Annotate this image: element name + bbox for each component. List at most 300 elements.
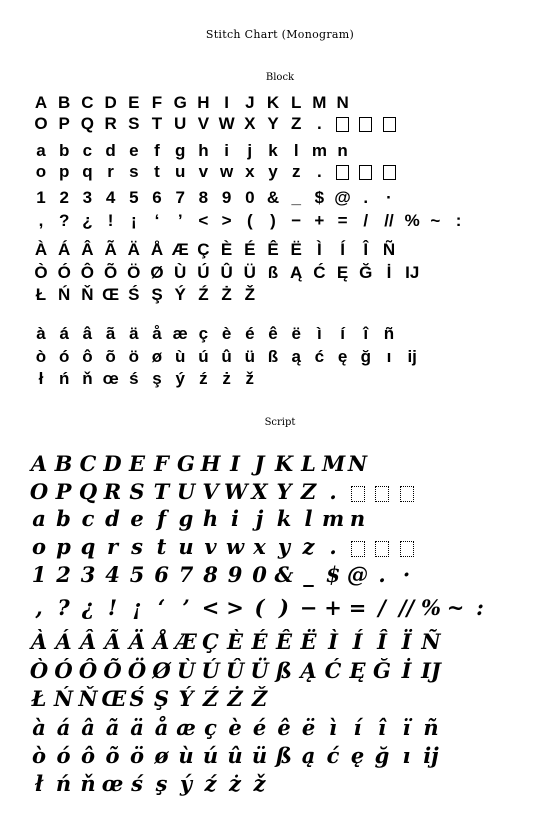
script-glyph: R — [103, 479, 122, 504]
script-glyph: Ą — [300, 658, 317, 683]
script-glyph: = — [348, 595, 367, 620]
block-glyph: ž — [245, 369, 255, 388]
empty-box-icon — [355, 161, 377, 183]
script-glyph: & — [274, 562, 294, 587]
block-glyph: ö — [128, 347, 139, 366]
script-glyph: X — [251, 479, 268, 504]
block-glyph: m — [311, 141, 327, 160]
block-glyph: Û — [220, 263, 233, 282]
block-glyph: İ — [386, 263, 392, 282]
block-glyph: @ — [334, 188, 351, 207]
block-glyph: p — [58, 162, 70, 181]
block-glyph: L — [290, 93, 302, 112]
block-glyph: . — [317, 162, 322, 181]
script-glyph: B — [54, 451, 73, 476]
script-glyph: Ó — [54, 658, 73, 683]
script-glyph: ź — [204, 771, 217, 796]
script-glyph: z — [302, 534, 315, 559]
square-box-icon — [359, 165, 372, 180]
block-glyph: X — [244, 114, 256, 133]
script-glyph: Œ — [101, 686, 127, 711]
block-glyph: U — [174, 114, 187, 133]
block-glyph: ć — [314, 347, 325, 366]
script-glyph: ! — [107, 595, 118, 620]
script-glyph: P — [55, 479, 72, 504]
block-glyph: Ê — [267, 240, 279, 259]
script-glyph: æ — [176, 715, 196, 740]
script-glyph: ‘ — [157, 595, 166, 620]
block-glyph: N — [336, 93, 349, 112]
script-glyph: ý — [179, 771, 193, 796]
script-glyph: Ğ — [373, 658, 391, 683]
script-glyph: < — [201, 595, 220, 620]
block-glyph: ş — [152, 369, 162, 388]
script-glyph: ) — [279, 595, 289, 620]
block-glyph: Ł — [35, 285, 47, 304]
script-glyph: g — [178, 506, 194, 531]
block-glyph: x — [245, 162, 255, 181]
script-glyph: p — [56, 534, 71, 559]
block-glyph: Ý — [174, 285, 186, 304]
script-glyph: ã — [105, 715, 120, 740]
script-glyph: Ý — [178, 686, 194, 711]
script-glyph: Ù — [176, 658, 196, 683]
script-glyph: İ — [401, 658, 412, 683]
block-glyph: 7 — [175, 188, 185, 207]
script-glyph: W — [224, 479, 248, 504]
script-glyph: Ň — [78, 686, 98, 711]
script-glyph: . — [378, 562, 386, 587]
empty-box-icon — [378, 161, 400, 183]
block-glyph: à — [36, 324, 46, 343]
block-glyph: ¡ — [130, 211, 137, 230]
block-glyph: k — [268, 141, 278, 160]
block-glyph: Ć — [313, 263, 326, 282]
script-glyph: q — [80, 534, 96, 559]
block-glyph: Õ — [103, 263, 118, 282]
script-glyph: w — [225, 534, 245, 559]
script-glyph: Ż — [227, 686, 243, 711]
script-glyph: j — [255, 506, 264, 531]
block-glyph: ś — [129, 369, 139, 388]
block-glyph: Ź — [198, 285, 209, 304]
block-glyph: y — [268, 162, 278, 181]
block-glyph: S — [128, 114, 140, 133]
block-glyph: Ż — [221, 285, 232, 304]
script-glyph: T — [153, 479, 170, 504]
block-glyph: 1 — [36, 188, 46, 207]
block-glyph: ź — [199, 369, 208, 388]
block-glyph: ä — [129, 324, 139, 343]
block-glyph: ą — [291, 347, 301, 366]
block-glyph: c — [82, 141, 93, 160]
block-glyph: 5 — [129, 188, 139, 207]
script-glyph: I — [230, 451, 240, 476]
script-glyph: ë — [301, 715, 316, 740]
block-glyph: Ę — [336, 263, 349, 282]
script-glyph: ğ — [374, 743, 390, 768]
square-box-icon — [383, 117, 396, 132]
block-glyph: h — [198, 141, 209, 160]
block-glyph: ł — [38, 369, 44, 388]
script-glyph: Ç — [202, 629, 219, 654]
block-glyph: ż — [222, 369, 231, 388]
block-glyph: ň — [82, 369, 93, 388]
script-glyph: $ — [325, 562, 341, 587]
block-glyph: V — [197, 114, 210, 133]
script-glyph: Æ — [175, 629, 197, 654]
script-glyph: 0 — [252, 562, 267, 587]
script-glyph: Ł — [31, 686, 47, 711]
block-glyph: F — [151, 93, 163, 112]
script-glyph: 7 — [178, 562, 194, 587]
script-glyph: A — [30, 451, 48, 476]
block-glyph: ’ — [177, 211, 183, 230]
block-glyph: . — [363, 188, 369, 207]
script-glyph: . — [329, 479, 337, 504]
script-glyph: 6 — [154, 562, 169, 587]
script-glyph: ì — [329, 715, 337, 740]
square-box-icon — [336, 117, 349, 132]
block-glyph: ù — [174, 347, 186, 366]
script-glyph: ż — [229, 771, 241, 796]
script-glyph: Â — [79, 629, 97, 654]
script-glyph: Ë — [300, 629, 317, 654]
block-glyph: I — [224, 93, 229, 112]
script-glyph: K — [274, 451, 294, 476]
square-box-icon — [375, 541, 389, 557]
block-glyph: ß — [267, 347, 279, 366]
script-glyph: ß — [276, 658, 292, 683]
block-glyph: u — [174, 162, 186, 181]
block-glyph: Ô — [80, 263, 94, 282]
script-glyph: Ä — [128, 629, 146, 654]
block-glyph: + — [314, 211, 325, 230]
script-glyph: Ö — [127, 658, 147, 683]
block-glyph: e — [129, 141, 139, 160]
script-glyph: ô — [80, 743, 95, 768]
block-glyph: ę — [337, 347, 348, 366]
script-glyph: G — [177, 451, 195, 476]
script-glyph: ? — [57, 595, 70, 620]
script-glyph: ( — [254, 595, 265, 620]
script-glyph: 8 — [203, 562, 218, 587]
script-glyph: õ — [105, 743, 120, 768]
block-glyph: v — [198, 162, 209, 181]
script-glyph: _ — [303, 562, 314, 587]
block-glyph: C — [81, 93, 94, 112]
script-glyph: n — [349, 506, 366, 531]
script-glyph: + — [324, 595, 342, 620]
script-glyph: · — [402, 562, 411, 587]
script-glyph: ć — [326, 743, 340, 768]
script-glyph: ø — [154, 743, 169, 768]
block-glyph: 6 — [152, 188, 162, 207]
block-glyph: O — [34, 114, 48, 133]
script-glyph: 1 — [31, 562, 47, 587]
block-glyph: Ó — [57, 263, 71, 282]
script-glyph: E — [128, 451, 145, 476]
block-glyph: ß — [267, 263, 279, 282]
empty-box-icon — [371, 480, 393, 504]
script-glyph: r — [106, 534, 119, 559]
block-glyph: ò — [35, 347, 47, 366]
script-glyph: Ã — [104, 629, 121, 654]
script-glyph: Y — [276, 479, 292, 504]
block-glyph: ý — [175, 369, 185, 388]
script-glyph: Q — [78, 479, 98, 504]
script-glyph: N — [347, 451, 368, 476]
block-glyph: æ — [172, 324, 188, 343]
script-glyph: ó — [56, 743, 71, 768]
script-glyph: Å — [153, 629, 170, 654]
block-glyph: r — [107, 162, 114, 181]
script-glyph: œ — [101, 771, 124, 796]
block-glyph: Q — [80, 114, 94, 133]
block-glyph: g — [174, 141, 186, 160]
empty-box-icon — [378, 113, 400, 135]
block-glyph: 8 — [198, 188, 209, 207]
square-box-icon — [359, 117, 372, 132]
block-glyph: Ş — [151, 285, 163, 304]
script-glyph: Ę — [349, 658, 366, 683]
script-glyph: Í — [352, 629, 363, 654]
script-glyph: à — [32, 715, 46, 740]
block-glyph: l — [293, 141, 299, 160]
script-glyph: ö — [129, 743, 144, 768]
block-glyph: í — [340, 324, 345, 343]
script-glyph: l — [304, 506, 313, 531]
block-glyph: : — [455, 211, 462, 230]
square-box-icon — [400, 541, 414, 557]
script-glyph: % — [421, 595, 441, 620]
block-glyph: Î — [363, 240, 369, 259]
script-glyph: @ — [347, 562, 368, 587]
script-glyph: h — [202, 506, 219, 531]
script-glyph: v — [204, 534, 217, 559]
script-glyph: s — [131, 534, 143, 559]
block-glyph: ú — [198, 347, 209, 366]
block-glyph: < — [198, 211, 209, 230]
block-glyph: ‘ — [154, 211, 160, 230]
square-box-icon — [375, 486, 389, 502]
script-glyph: Ì — [328, 629, 338, 654]
block-glyph: ô — [82, 347, 93, 366]
script-glyph: Î — [377, 629, 387, 654]
block-glyph: Ğ — [359, 263, 373, 282]
script-glyph: , — [35, 595, 43, 620]
block-glyph: ij — [407, 347, 417, 366]
empty-box-icon — [347, 535, 369, 559]
block-glyph: Ã — [104, 240, 117, 259]
block-glyph: , — [38, 211, 44, 230]
block-glyph: · — [386, 188, 392, 207]
block-glyph: Ç — [197, 240, 210, 259]
square-box-icon — [351, 486, 365, 502]
block-glyph: K — [266, 93, 280, 112]
block-glyph: ë — [291, 324, 301, 343]
block-glyph: Á — [58, 240, 71, 259]
script-glyph: / — [378, 595, 386, 620]
block-glyph: = — [337, 211, 348, 230]
block-section-label: Block — [265, 72, 295, 83]
script-glyph: c — [81, 506, 95, 531]
script-glyph: C — [79, 451, 97, 476]
block-glyph: Ň — [81, 285, 94, 304]
script-glyph: ú — [202, 743, 219, 768]
script-glyph: î — [378, 715, 386, 740]
empty-box-icon — [332, 113, 354, 135]
script-glyph: É — [251, 629, 268, 654]
block-glyph: Ą — [290, 263, 303, 282]
block-glyph: ¿ — [82, 211, 93, 230]
empty-box-icon — [396, 535, 418, 559]
block-glyph: ~ — [430, 211, 441, 230]
script-glyph: ę — [350, 743, 365, 768]
block-glyph: ê — [268, 324, 278, 343]
script-glyph: ä — [130, 715, 144, 740]
empty-box-icon — [355, 113, 377, 135]
block-glyph: É — [244, 240, 256, 259]
script-glyph: ù — [178, 743, 194, 768]
block-glyph: á — [59, 324, 69, 343]
script-glyph: Ş — [153, 686, 170, 711]
script-glyph: V — [202, 479, 219, 504]
script-glyph: è — [228, 715, 242, 740]
block-glyph: t — [154, 162, 160, 181]
block-glyph: H — [197, 93, 210, 112]
square-box-icon — [351, 541, 365, 557]
block-glyph: â — [82, 324, 93, 343]
block-glyph: R — [104, 114, 117, 133]
block-glyph: å — [152, 324, 162, 343]
block-glyph: 3 — [82, 188, 93, 207]
script-glyph: ň — [80, 771, 96, 796]
block-glyph: Å — [150, 240, 164, 259]
script-glyph: Ø — [152, 658, 171, 683]
script-glyph: ń — [55, 771, 72, 796]
block-glyph: a — [36, 141, 46, 160]
block-glyph: Â — [81, 240, 94, 259]
script-glyph: . — [329, 534, 337, 559]
block-glyph: Æ — [171, 240, 189, 259]
block-glyph: . — [317, 114, 322, 133]
block-glyph: È — [220, 240, 233, 259]
square-box-icon — [336, 165, 349, 180]
block-glyph: ã — [105, 324, 116, 343]
block-glyph: û — [221, 347, 232, 366]
script-glyph: Ź — [202, 686, 219, 711]
script-glyph: å — [154, 715, 169, 740]
block-glyph: j — [247, 141, 253, 160]
block-glyph: Ù — [174, 263, 187, 282]
block-glyph: IJ — [405, 263, 420, 282]
script-glyph: M — [322, 451, 346, 476]
script-glyph: − — [299, 595, 318, 620]
script-glyph: Õ — [103, 658, 122, 683]
block-glyph: D — [104, 93, 117, 112]
script-glyph: Z — [300, 479, 317, 504]
script-glyph: ~ — [446, 595, 465, 620]
block-glyph: Ä — [127, 240, 140, 259]
script-glyph: b — [56, 506, 71, 531]
script-glyph: ¡ — [132, 595, 142, 620]
script-glyph: ij — [423, 743, 439, 768]
block-glyph: % — [404, 211, 420, 230]
block-glyph: T — [151, 114, 163, 133]
block-glyph: Œ — [102, 285, 120, 304]
script-glyph: Ô — [78, 658, 98, 683]
block-glyph: ğ — [360, 347, 371, 366]
script-glyph: ı — [402, 743, 411, 768]
script-glyph: Ñ — [421, 629, 441, 654]
script-glyph: û — [227, 743, 243, 768]
script-glyph: 3 — [80, 562, 96, 587]
script-glyph: // — [398, 595, 415, 620]
empty-box-icon — [347, 480, 369, 504]
block-glyph: z — [291, 162, 301, 181]
block-glyph: // — [384, 211, 394, 230]
script-glyph: ’ — [182, 595, 190, 620]
block-glyph: ç — [198, 324, 209, 343]
block-glyph: Ñ — [382, 240, 396, 259]
script-glyph: S — [129, 479, 145, 504]
script-glyph: IJ — [421, 658, 441, 683]
block-glyph: d — [105, 141, 116, 160]
script-glyph: O — [29, 479, 49, 504]
block-glyph: & — [266, 188, 280, 207]
script-glyph: ò — [31, 743, 46, 768]
block-glyph: > — [221, 211, 232, 230]
script-glyph: ß — [276, 743, 292, 768]
script-glyph: ç — [204, 715, 217, 740]
block-glyph: ı — [386, 347, 392, 366]
block-glyph: ń — [58, 369, 70, 388]
block-glyph: o — [35, 162, 47, 181]
block-glyph: 4 — [105, 188, 116, 207]
script-glyph: m — [322, 506, 345, 531]
script-glyph: Ü — [250, 658, 269, 683]
script-glyph: ü — [251, 743, 268, 768]
script-glyph: Ò — [29, 658, 49, 683]
script-glyph: â — [81, 715, 95, 740]
empty-box-icon — [396, 480, 418, 504]
block-glyph: Ú — [197, 263, 210, 282]
block-glyph: E — [128, 93, 140, 112]
block-glyph: è — [221, 324, 232, 343]
script-glyph: t — [156, 534, 167, 559]
block-glyph: _ — [291, 188, 301, 207]
block-glyph: Ë — [290, 240, 302, 259]
script-glyph: ś — [131, 771, 143, 796]
block-glyph: s — [129, 162, 139, 181]
page-title: Stitch Chart (Monogram) — [205, 28, 355, 41]
block-glyph: 0 — [245, 188, 255, 207]
block-glyph: q — [82, 162, 93, 181]
script-glyph: Ê — [275, 629, 292, 654]
script-glyph: U — [176, 479, 196, 504]
script-glyph: u — [178, 534, 194, 559]
script-glyph: > — [226, 595, 244, 620]
block-glyph: b — [58, 141, 70, 160]
block-glyph: é — [245, 324, 255, 343]
script-glyph: é — [252, 715, 267, 740]
block-glyph: f — [154, 141, 160, 160]
script-glyph: x — [253, 534, 266, 559]
block-glyph: $ — [314, 188, 325, 207]
script-glyph: ł — [34, 771, 44, 796]
script-glyph: o — [31, 534, 46, 559]
